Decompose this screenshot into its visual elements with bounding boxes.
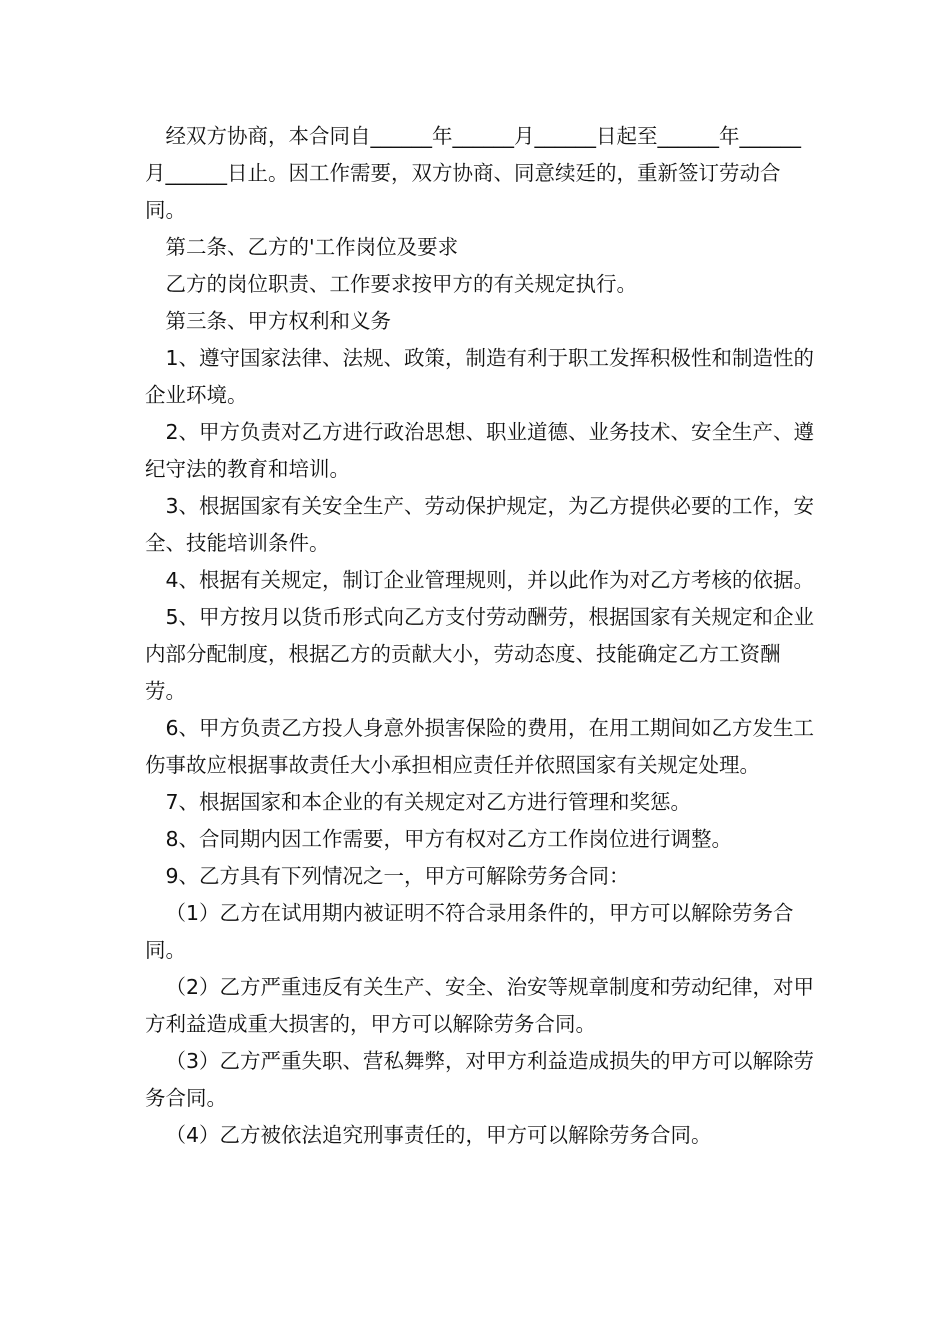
list-item-7: 7、根据国家和本企业的有关规定对乙方进行管理和奖惩。 xyxy=(165,790,692,814)
paragraph-job-duties: 乙方的岗位职责、工作要求按甲方的有关规定执行。 xyxy=(165,272,637,296)
list-item-6: 6、甲方负责乙方投人身意外损害保险的费用，在用工期间如乙方发生工伤事故应根据事故责任大小承担相应责任并依照国家有关规定处理。 xyxy=(145,716,815,777)
list-item-4: 4、根据有关规定，制订企业管理规则，并以此作为对乙方考核的依据。 xyxy=(165,568,815,592)
list-item-9: 9、乙方具有下列情况之一，甲方可解除劳务合同： xyxy=(165,864,630,888)
sub-item-4: （4）乙方被依法追究刑事责任的，甲方可以解除劳务合同。 xyxy=(165,1123,712,1147)
document-body xyxy=(145,118,817,1154)
sub-item-2: （2）乙方严重违反有关生产、安全、治安等规章制度和劳动纪律，对甲方利益造成重大损害的，甲方可以解除劳务合同。 xyxy=(145,975,815,1036)
list-item-1: 1、遵守国家法律、法规、政策，制造有利于职工发挥积极性和制造性的企业环境。 xyxy=(145,346,815,407)
list-item-2: 2、甲方负责对乙方进行政治思想、职业道德、业务技术、安全生产、遵纪守法的教育和培训。 xyxy=(145,420,815,481)
sub-item-1: （1）乙方在试用期内被证明不符合录用条件的，甲方可以解除劳务合同。 xyxy=(145,901,794,962)
heading-article-2: 第二条、乙方的'工作岗位及要求 xyxy=(165,235,459,259)
list-item-8: 8、合同期内因工作需要，甲方有权对乙方工作岗位进行调整。 xyxy=(165,827,733,851)
list-item-5: 5、甲方按月以货币形式向乙方支付劳动酬劳，根据国家有关规定和企业内部分配制度，根据乙方的贡献大小，劳动态度、技能确定乙方工资酬劳。 xyxy=(145,605,815,703)
sub-item-3: （3）乙方严重失职、营私舞弊，对甲方利益造成损失的甲方可以解除劳务合同。 xyxy=(145,1049,815,1110)
list-item-3: 3、根据国家有关安全生产、劳动保护规定，为乙方提供必要的工作，安全、技能培训条件。 xyxy=(145,494,815,555)
paragraph-term-period: 经双方协商，本合同自______年______月______日起至______年______月______日止。因工作需要，双方协商、同意续廷的，重新签订劳动合同。 xyxy=(145,124,801,222)
heading-article-3: 第三条、甲方权利和义务 xyxy=(165,309,391,333)
